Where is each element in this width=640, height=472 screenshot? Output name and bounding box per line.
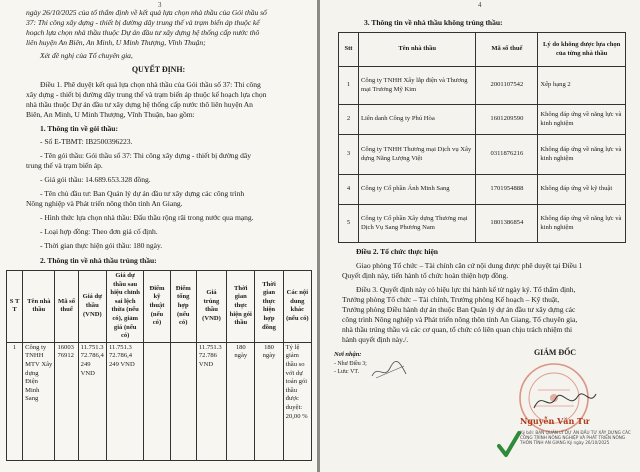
cell-tax: 2001107542 (476, 67, 538, 105)
table-header-row (339, 33, 626, 67)
cell-stt: 5 (339, 205, 359, 243)
cell-name: Công ty Cổ phần Xây dựng Thương mại Dịch Vụ Sang Phương Nam (358, 205, 476, 243)
article1-line: nhà thầu thuộc Dự án đầu tư xây dựng hệ thống cấp nước thô liên huyện An (26, 100, 253, 109)
cell-tax: 0311876216 (476, 135, 538, 175)
header-cell: Giá dự thầu (VND) (78, 271, 106, 343)
article2-line: Giao phòng Tổ chức – Tài chính căn cứ nội dung được phê duyệt tại Điều 1 (356, 261, 583, 270)
handwritten-initial (370, 360, 410, 382)
cell-reason: Không đáp ứng về kỹ thuật (538, 175, 626, 205)
recipient-item: - Lưu: VT. (334, 369, 360, 375)
cell-name: Công ty TNHH MTV Xây dựng Điện Minh Sang (23, 342, 55, 460)
header-cell: S T T (7, 271, 23, 343)
header-cell: Thời gian thực hiện gói thầu (227, 271, 255, 343)
contract-type: - Loại hợp đồng: Theo đơn giá cố định. (40, 227, 158, 236)
request-line: Xét đề nghị của Tổ chuyên gia, (40, 51, 133, 60)
section-heading: 2. Thông tin về nhà thầu trúng thầu: (40, 256, 157, 265)
cell-tax: 1701954888 (476, 175, 538, 205)
header-cell: Giá dự thầu sau hiệu chỉnh sai lệch thừa (nếu có), giảm giá (nếu có) (107, 271, 144, 343)
article3-line: Điều 3. Quyết định này có hiệu lực thi hành kể từ ngày ký. Tổ thẩm định, (356, 285, 576, 294)
duration: - Thời gian thực hiện gói thầu: 180 ngày. (40, 241, 163, 250)
page-number: 4 (478, 1, 482, 9)
cell-reason: Không đáp ứng về năng lực và kinh nghiệm (538, 105, 626, 135)
intro-line: 37: Thi công xây dựng - thiết bị đường dây trung thế và trạm biến áp thuộc kế (26, 18, 260, 27)
cell-stt: 1 (339, 67, 359, 105)
cell-tax: 1600376912 (55, 342, 78, 460)
table-row (339, 135, 626, 175)
header-cell: Stt (339, 33, 359, 67)
section-heading: 3. Thông tin về nhà thầu không trúng thầu: (364, 18, 503, 27)
table-row (7, 342, 312, 460)
header-cell: Tên nhà thầu (23, 271, 55, 343)
cell-reason: Xếp hạng 2 (538, 67, 626, 105)
article1-line: Điều 1. Phê duyệt kết quả lựa chọn nhà thầu của Gói thầu số 37: Thi công (40, 80, 261, 89)
article2-heading: Điều 2. Tổ chức thực hiện (356, 247, 438, 256)
signature (530, 388, 600, 414)
package-price: - Giá gói thầu: 14.689.653.328 đồng. (40, 175, 151, 184)
cell-stt: 3 (339, 135, 359, 175)
header-cell: Lý do không được lựa chọn của từng nhà thầu (538, 33, 626, 67)
header-cell: Mã số thuế (476, 33, 538, 67)
header-cell: Điểm tổng hợp (nếu có) (170, 271, 196, 343)
package-name: - Tên gói thầu: Gói thầu số 37: Thi công xây dựng - thiết bị đường dây (40, 151, 251, 160)
recipients-label: Nơi nhận: (334, 351, 362, 358)
article3-line: Trưởng phòng Tổ chức – Tài chính, Trưởng phòng Kế hoạch – Kỹ thuật, (342, 295, 560, 304)
winner-table (6, 270, 312, 461)
digital-signature-note: Ký bởi: BAN QUẢN LÝ DỰ ÁN ĐẦU TƯ XÂY DỰNG CÁC CÔNG TRÌNH NÔNG NGHIỆP VÀ PHÁT TRIỂN NÔNG THÔN TỈNH AN GIANG Ký ngày 26/10/2025 (520, 430, 631, 446)
cell-tax: 1601209590 (476, 105, 538, 135)
investor: Nông nghiệp và Phát triển nông thôn tỉnh An Giang. (26, 199, 183, 208)
cell-other: Tỷ lệ giảm thầu so với dự toán gói thầu được duyệt: 20,00 % (283, 342, 311, 460)
header-cell: Các nội dung khác (nếu có) (283, 271, 311, 343)
cell-package-time: 180 ngày (227, 342, 255, 460)
article3-line: Trưởng phòng Điều hành dự án thuộc Ban Quản lý dự án đầu tư xây dựng các (342, 305, 576, 314)
ebmt-number: - Số E-TBMT: IB2500396223. (40, 137, 133, 146)
signer-name: Nguyễn Văn Tư (520, 416, 589, 426)
cell-name: Công ty TNHH Xây lắp điện và Thương mại Trương Mỹ Kim (358, 67, 476, 105)
header-cell: Mã số thuế (55, 271, 78, 343)
package-name: trung thế và trạm biến áp. (26, 161, 103, 170)
cell-name: Công ty Cổ phần Ánh Minh Sang (358, 175, 476, 205)
section-heading: 1. Thông tin về gói thầu: (40, 124, 118, 133)
table-row (339, 105, 626, 135)
header-cell: Thời gian thực hiện hợp đồng (255, 271, 283, 343)
investor: - Tên chủ đầu tư: Ban Quản lý dự án đầu tư xây dựng các công trình (40, 189, 245, 198)
cell-contract-time: 180 ngày (255, 342, 283, 460)
signer-title: GIÁM ĐỐC (533, 348, 577, 357)
checkmark-icon (496, 430, 522, 460)
cell-win-price: 11.751.3 72.786 VND (196, 342, 226, 460)
cell-stt: 4 (339, 175, 359, 205)
cell-stt: 1 (7, 342, 23, 460)
intro-line: liên huyện An Biên, An Minh, U Minh Thượng, Vĩnh Thuận; (26, 38, 206, 47)
cell-name: Liên danh Công ty Phú Hòa (358, 105, 476, 135)
intro-line: hoạch lựa chọn nhà thầu thuộc Dự án đầu tư xây dựng hệ thống cấp nước thô (26, 28, 260, 37)
cell-adjusted-price: 11.751.3 72.786,4 249 VND (107, 342, 144, 460)
decision-title: QUYẾT ĐỊNH: (131, 65, 186, 74)
article1-line: Biên, An Minh, U Minh Thượng, Vĩnh Thuận, bao gồm: (26, 110, 195, 119)
document-page-right (320, 0, 640, 472)
cell-tax: 1801386854 (476, 205, 538, 243)
document-page-left (0, 0, 317, 472)
article3-line: nhà thầu trúng thầu và các cơ quan, tổ chức có liên quan chịu trách nhiệm thi (342, 325, 573, 334)
table-row (339, 175, 626, 205)
loser-table (338, 32, 626, 243)
article3-line: công trình Nông nghiệp và Phát triển nông thôn tỉnh An Giang, Tổ chuyên gia, (342, 315, 578, 324)
header-cell: Giá trúng thầu (VND) (196, 271, 226, 343)
article1-line: xây dựng - thiết bị đường dây trung thế và trạm biến áp thuộc kế hoạch lựa chọn (26, 90, 267, 99)
cell-total-score (170, 342, 196, 460)
table-header-row (7, 271, 312, 343)
article2-line: Quyết định này, tiến hành tổ chức hoàn thiện hợp đồng. (342, 271, 509, 280)
cell-reason: Không đáp ứng về năng lực và kinh nghiệm (538, 135, 626, 175)
header-cell: Điểm kỹ thuật (nếu có) (144, 271, 170, 343)
intro-line: ngày 26/10/2025 của tổ thẩm định về kết quả lựa chọn nhà thầu của Gói thầu số (26, 8, 267, 17)
header-cell: Tên nhà thầu (358, 33, 476, 67)
recipient-item: - Như Điều 3; (334, 361, 367, 367)
selection-form: - Hình thức lựa chọn nhà thầu: Đấu thầu rộng rãi trong nước qua mạng. (40, 213, 254, 222)
cell-stt: 2 (339, 105, 359, 135)
cell-reason: Không đáp ứng về năng lực và kinh nghiệm (538, 205, 626, 243)
cell-tech-score (144, 342, 170, 460)
table-row (339, 205, 626, 243)
cell-name: Công ty TNHH Thương mại Dịch vụ Xây dựng Năng Lượng Việt (358, 135, 476, 175)
page-number: 3 (158, 1, 162, 9)
cell-bid-price: 11.751.3 72.786,4 249 VND (78, 342, 106, 460)
article3-line: hành quyết định này./. (342, 335, 409, 344)
table-row (339, 67, 626, 105)
